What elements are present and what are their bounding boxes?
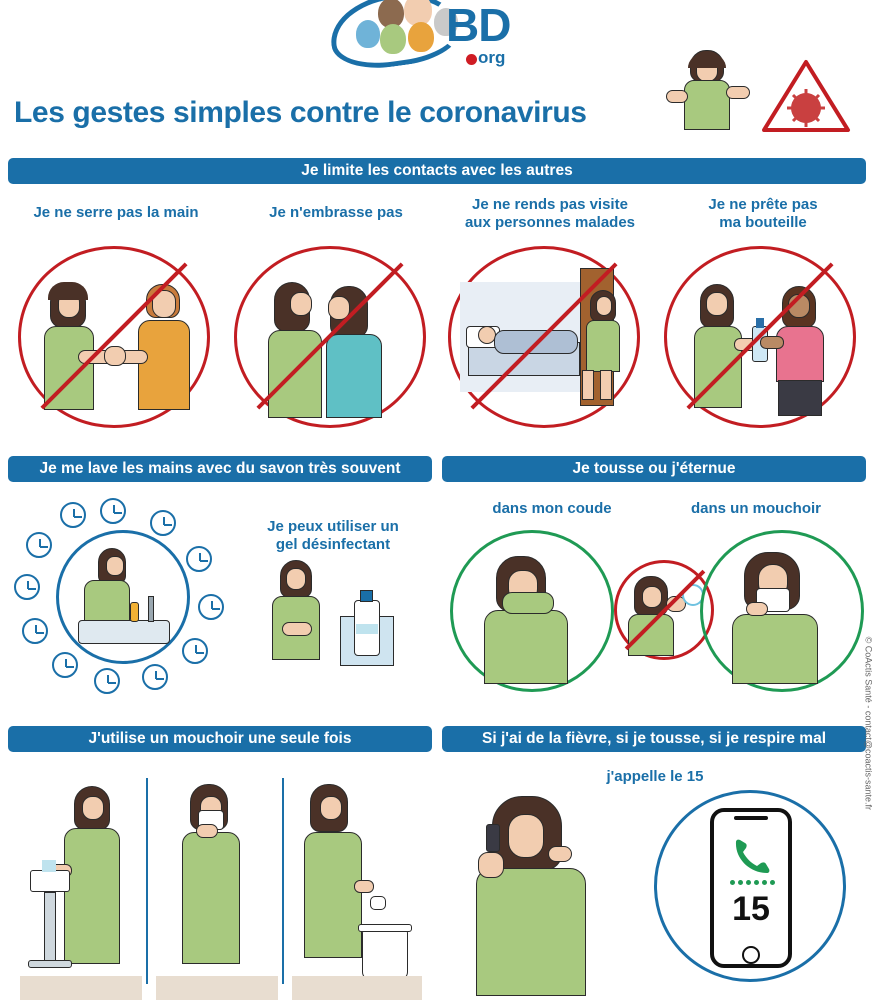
section-header-tissue-once: J'utilise un mouchoir une seule fois xyxy=(8,726,432,752)
illustration-cough-elbow xyxy=(450,530,620,696)
logo-suffix: org xyxy=(478,48,506,67)
caption-no-bottle-line1: Je ne prête pas xyxy=(708,196,818,213)
illustration-no-handshake xyxy=(18,246,214,432)
section-header-wash-hands: Je me lave les mains avec du savon très souvent xyxy=(8,456,432,482)
caption-no-bottle-line2: ma bouteille xyxy=(719,214,807,231)
caption-call-15: j'appelle le 15 xyxy=(606,768,704,785)
virus-warning-sign-icon xyxy=(760,56,852,136)
logo-text: BD xyxy=(446,0,511,51)
illustration-blow-nose xyxy=(156,776,278,1000)
caption-gel-line2: gel désinfectant xyxy=(275,536,391,553)
illustration-smartphone-15 xyxy=(654,790,854,990)
logo-heads-icon xyxy=(350,2,460,54)
section-header-call-15: Si j'ai de la fièvre, si je tousse, si je respire mal xyxy=(442,726,866,752)
illustration-no-visit-sick xyxy=(448,246,644,432)
emergency-number: 15 xyxy=(732,890,770,928)
copyright-text: © CoActis Santé - contact@coactis-sante.fr xyxy=(863,636,873,810)
illustration-cough-tissue xyxy=(700,530,870,696)
logo xyxy=(330,0,550,80)
caption-cough-tissue: dans un mouchoir xyxy=(690,500,821,517)
caption-gel-line1: Je peux utiliser un xyxy=(267,518,399,535)
caption-no-handshake: Je ne serre pas la main xyxy=(33,204,199,221)
page-title: Les gestes simples contre le coronavirus xyxy=(14,96,587,129)
hero-woman-figure-icon xyxy=(650,50,770,130)
illustration-no-kiss xyxy=(234,246,430,432)
illustration-take-tissue xyxy=(20,776,142,1000)
illustration-woman-calling xyxy=(452,790,632,1000)
panel-divider-1 xyxy=(146,778,148,984)
caption-cough-elbow: dans mon coude xyxy=(492,500,612,517)
section-header-cough: Je tousse ou j'éternue xyxy=(442,456,866,482)
illustration-throw-tissue-bin xyxy=(292,776,422,1000)
caption-no-kiss: Je n'embrasse pas xyxy=(269,204,403,221)
caption-no-visit-line1: Je ne rends pas visite xyxy=(472,196,628,213)
illustration-hand-sanitizer xyxy=(256,560,426,680)
section-header-limit-contacts: Je limite les contacts avec les autres xyxy=(8,158,866,184)
panel-divider-2 xyxy=(282,778,284,984)
red-dot-icon xyxy=(466,54,477,65)
phone-body xyxy=(710,808,792,968)
green-phone-handset-icon xyxy=(730,838,772,874)
illustration-no-share-bottle xyxy=(664,246,860,432)
illustration-wash-hands-clock xyxy=(14,498,236,696)
caption-no-visit-line2: aux personnes malades xyxy=(464,214,636,231)
